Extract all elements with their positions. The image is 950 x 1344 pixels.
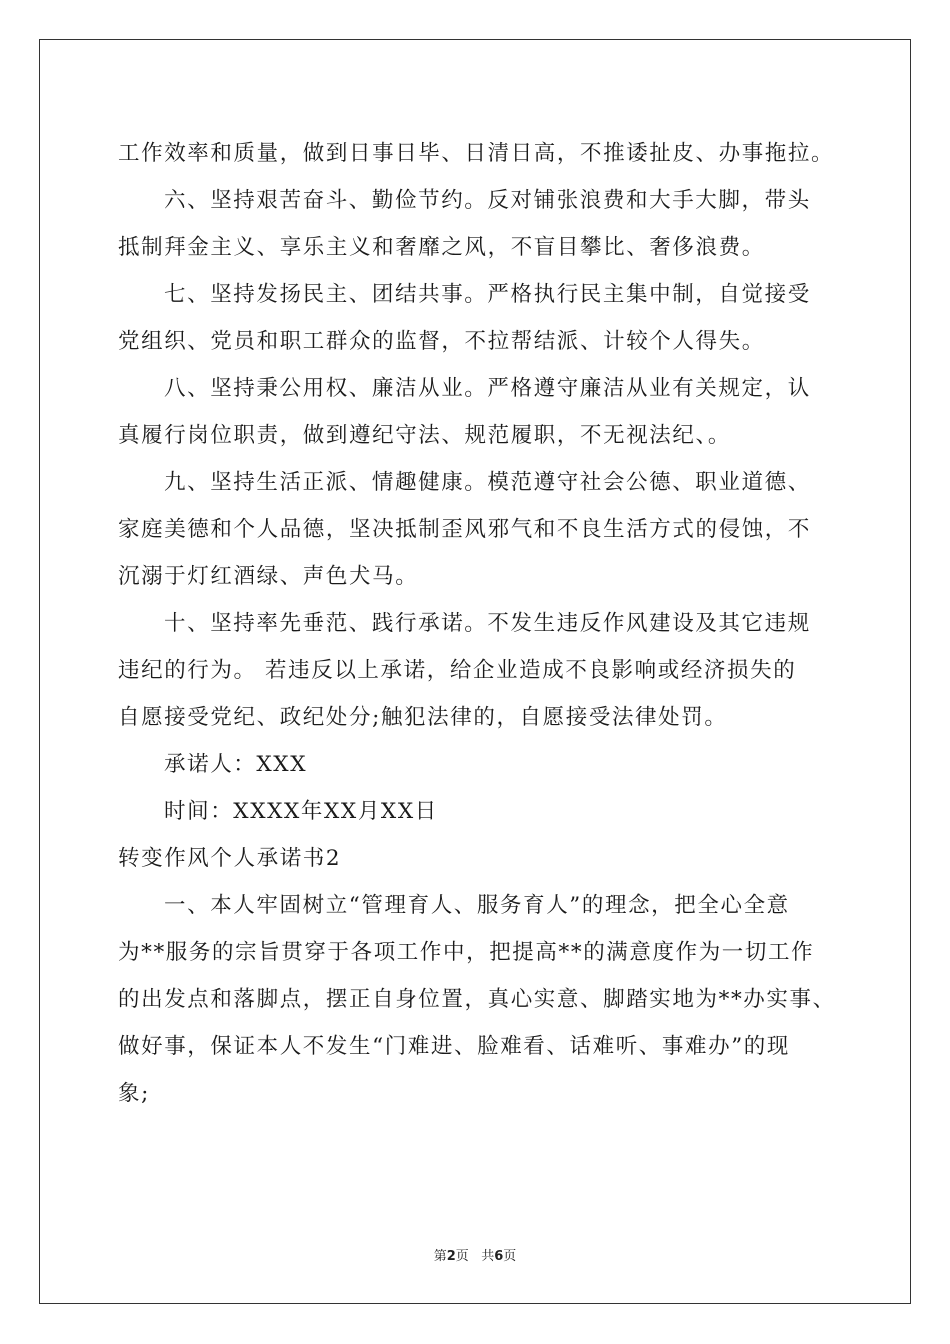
- text-line: 八、坚持秉公用权、廉洁从业。严格遵守廉洁从业有关规定，认: [164, 376, 811, 401]
- text-line: 六、坚持艰苦奋斗、勤俭节约。反对铺张浪费和大手大脚，带头: [164, 188, 811, 213]
- footer-page-suffix: 页: [455, 1249, 469, 1264]
- footer-prefix: 第: [433, 1249, 447, 1264]
- page-footer: [0, 1245, 950, 1264]
- text-line: 党组织、党员和职工群众的监督，不拉帮结派、计较个人得失。: [118, 329, 765, 354]
- text-line: 一、本人牢固树立“管理育人、服务育人”的理念，把全心全意: [164, 893, 790, 918]
- footer-total-pages: 6: [494, 1249, 504, 1264]
- footer-current-page: 2: [446, 1249, 456, 1264]
- document-body: [118, 130, 838, 1117]
- text-line: 象;: [118, 1081, 150, 1106]
- text-line: 的出发点和落脚点，摆正自身位置，真心实意、脚踏实地为**办实事、: [118, 987, 836, 1012]
- text-line: 转变作风个人承诺书2: [118, 846, 342, 871]
- text-line: 自愿接受党纪、政纪处分;触犯法律的，自愿接受法律处罚。: [118, 705, 728, 730]
- text-line: 抵制拜金主义、享乐主义和奢靡之风，不盲目攀比、奢侈浪费。: [118, 235, 765, 260]
- footer-total-prefix: 共: [481, 1249, 495, 1264]
- text-line: 做好事，保证本人不发生“门难进、脸难看、话难听、事难办”的现: [118, 1034, 790, 1059]
- text-line: 为**服务的宗旨贯穿于各项工作中，把提高**的满意度作为一切工作: [118, 940, 815, 965]
- text-line: 家庭美德和个人品德，坚决抵制歪风邪气和不良生活方式的侵蚀，不: [118, 517, 812, 542]
- footer-total-suffix: 页: [503, 1249, 517, 1264]
- text-line: 工作效率和质量，做到日事日毕、日清日高，不推诿扯皮、办事拖拉。: [118, 141, 835, 166]
- text-line: 九、坚持生活正派、情趣健康。模范遵守社会公德、职业道德、: [164, 470, 811, 495]
- text-line: 七、坚持发扬民主、团结共事。严格执行民主集中制，自觉接受: [164, 282, 811, 307]
- text-line: 承诺人：XXX: [164, 752, 308, 777]
- text-line: 违纪的行为。 若违反以上承诺，给企业造成不良影响或经济损失的: [118, 658, 797, 683]
- text-line: 十、坚持率先垂范、践行承诺。不发生违反作风建设及其它违规: [164, 611, 811, 636]
- text-line: 沉溺于灯红酒绿、声色犬马。: [118, 564, 419, 589]
- text-line: 时间：XXXX年XX月XX日: [164, 799, 438, 824]
- text-line: 真履行岗位职责，做到遵纪守法、规范履职，不无视法纪、。: [118, 423, 731, 448]
